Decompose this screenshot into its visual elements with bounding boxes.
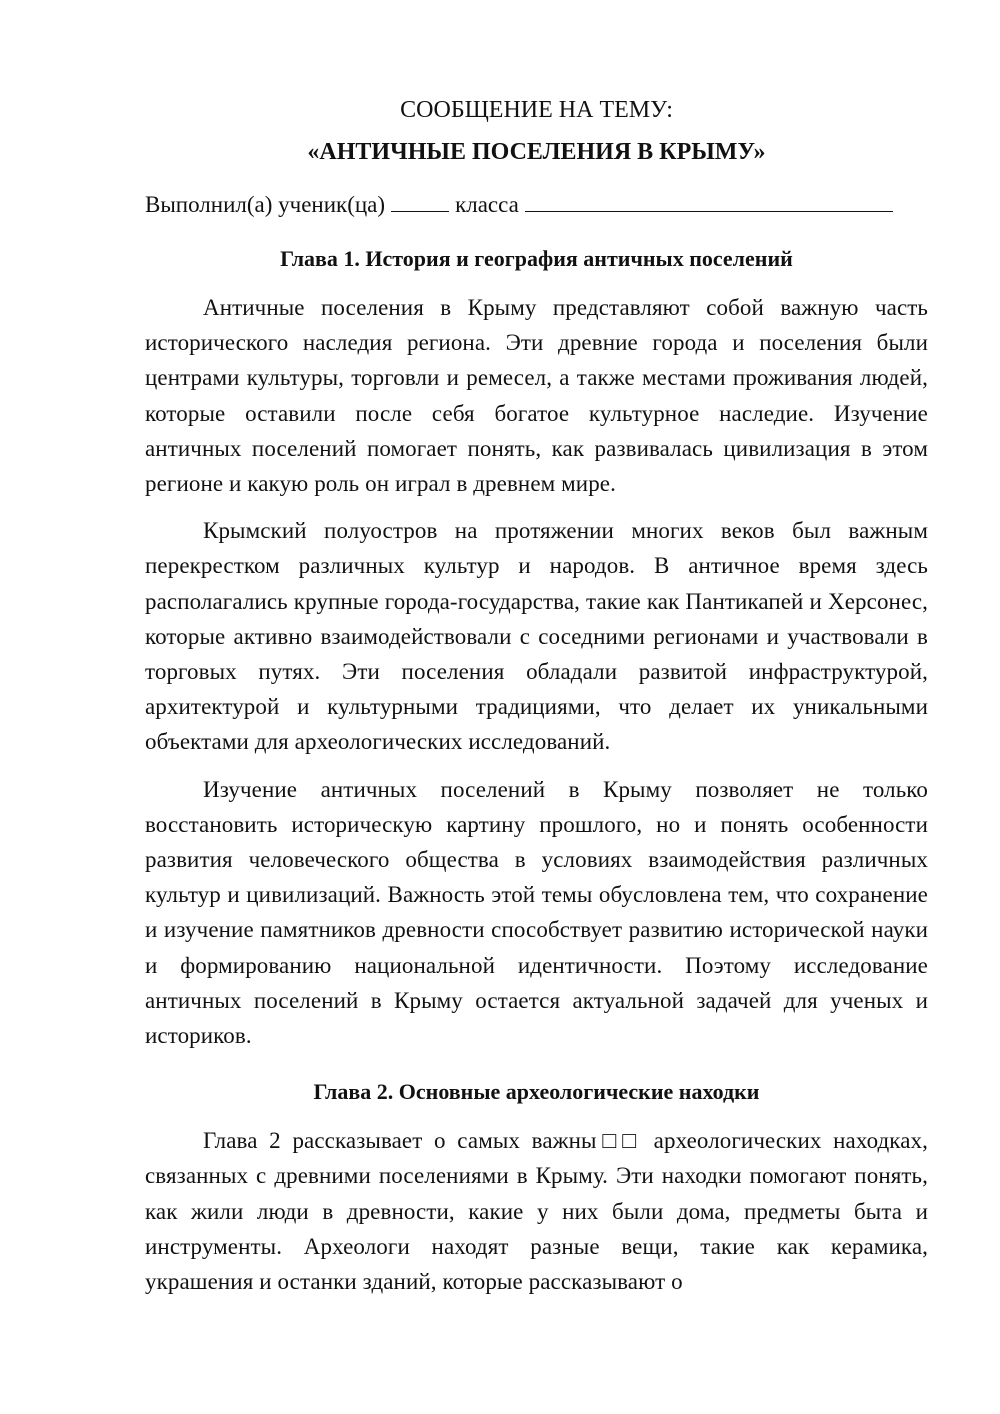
chapter1-heading: Глава 1. История и география античных поселений [280, 246, 793, 271]
chapter2-paragraph-1: Глава 2 рассказывает о самых важны□□ археологических находках, связанных с древними поселениями в Крыму. Эти находки помогают понять, как жили люди в древности, какие у них были дома, предметы быта и инструменты. Археологи находят разные вещи, такие как керамика, украшения и останки зданий, которые рассказывают о [145, 1128, 928, 1295]
document-page [145, 92, 928, 1299]
document-title-line1: СООБЩЕНИЕ НА ТЕМУ: [400, 97, 673, 123]
author-name-blank [525, 191, 893, 212]
document-title-line2: «АНТИЧНЫЕ ПОСЕЛЕНИЯ В КРЫМУ» [307, 139, 766, 165]
author-prefix: Выполнил(а) ученик(ца) [145, 192, 386, 217]
class-number-blank [391, 191, 449, 212]
chapter1-paragraph-3: Изучение античных поселений в Крыму позволяет не только восстановить историческую картину прошлого, но и понять особенности развития человеческого общества в условиях взаимодействия различных культур и цивилизаций. Важность этой темы обусловлена тем, что сохранение и изучение памятников древности способствует развитию исторической науки и формированию национальной идентичности. Поэтому исследование античных поселений в Крыму остается актуальной задачей для ученых и историков. [145, 776, 928, 1049]
chapter2-heading: Глава 2. Основные археологические находки [313, 1079, 760, 1105]
chapter1-paragraph-1: Античные поселения в Крыму представляют собой важную часть исторического наследия региона. Эти древние города и поселения были центрами культуры, торговли и ремесел, а также местами проживания людей, которые оставили после себя богатое культурное наследие. Изучение античных поселений помогает понять, как развивалась цивилизация в этом регионе и какую роль он играл в древнем мире. [145, 295, 928, 497]
author-class-label: класса [455, 192, 519, 217]
chapter1-paragraph-2: Крымский полуостров на протяжении многих веков был важным перекрестком различных культур и народов. В античное время здесь располагались крупные города-государства, такие как Пантикапей и Херсонес, которые активно взаимодействовали с соседними регионами и участвовали в торговых путях. Эти поселения обладали развитой инфраструктурой, архитектурой и культурными традициями, что делает их уникальными объектами для археологических исследований. [145, 518, 928, 755]
author-line [145, 188, 928, 222]
